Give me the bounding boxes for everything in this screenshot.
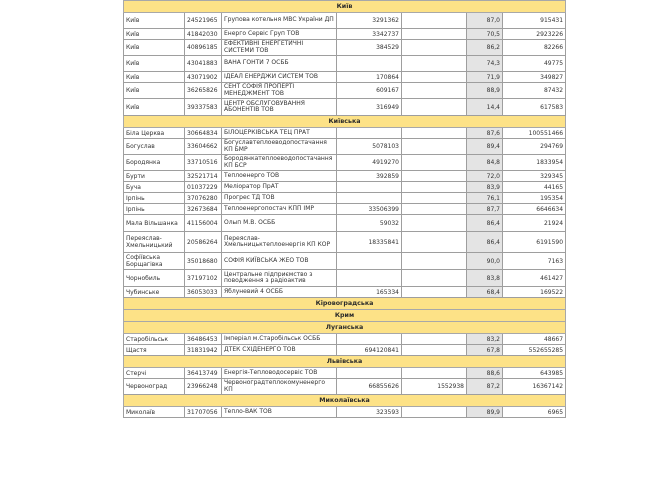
- value-cell: [402, 40, 467, 56]
- name-cell: Тепло-ВАК ТОВ: [222, 407, 337, 418]
- code-cell: 31707056: [185, 407, 222, 418]
- value-cell: [402, 253, 467, 270]
- value-cell: [402, 182, 467, 193]
- value-cell: [402, 99, 467, 116]
- region-header: Луганська: [124, 322, 566, 334]
- table-row: [124, 139, 566, 155]
- region-header: Львівська: [124, 356, 566, 368]
- value-cell: 44165: [503, 182, 566, 193]
- percent-cell: 87,6: [467, 128, 503, 139]
- table-row: [124, 379, 566, 395]
- name-cell: Теплоенергопостач КПП ІМР: [222, 204, 337, 215]
- table-body: [124, 1, 566, 418]
- city-cell: Чубинське: [124, 287, 185, 298]
- value-cell: 1552938: [402, 379, 467, 395]
- value-cell: 82266: [503, 40, 566, 56]
- table-row: [124, 155, 566, 171]
- city-cell: Стерчі: [124, 368, 185, 379]
- value-cell: [402, 345, 467, 356]
- value-cell: 552655285: [503, 345, 566, 356]
- percent-cell: 86,4: [467, 215, 503, 232]
- city-cell: Київ: [124, 56, 185, 72]
- table-row: [124, 193, 566, 204]
- name-cell: ДТЕК СХІДЕНЕРГО ТОВ: [222, 345, 337, 356]
- percent-cell: 86,4: [467, 232, 503, 253]
- table-row: [124, 204, 566, 215]
- code-cell: 41156004: [185, 215, 222, 232]
- region-header: Київська: [124, 116, 566, 128]
- region-header: Миколаївська: [124, 395, 566, 407]
- city-cell: Біла Церква: [124, 128, 185, 139]
- city-cell: Ірпінь: [124, 193, 185, 204]
- value-cell: 16367142: [503, 379, 566, 395]
- value-cell: 21924: [503, 215, 566, 232]
- name-cell: Центральне підприємство з поводження з радіоактив: [222, 270, 337, 287]
- code-cell: 36486453: [185, 334, 222, 345]
- code-cell: 43071902: [185, 72, 222, 83]
- percent-cell: 87,2: [467, 379, 503, 395]
- name-cell: СЕНТ СОФІЯ ПРОПЕРТІ МЕНЕДЖМЕНТ ТОВ: [222, 83, 337, 99]
- percent-cell: 88,6: [467, 368, 503, 379]
- code-cell: 35018680: [185, 253, 222, 270]
- code-cell: 36053033: [185, 287, 222, 298]
- value-cell: [402, 204, 467, 215]
- code-cell: 43041883: [185, 56, 222, 72]
- value-cell: 100551466: [503, 128, 566, 139]
- name-cell: Богуславтеплоеводопостачання КП БМР: [222, 139, 337, 155]
- name-cell: Прогрес ТД ТОВ: [222, 193, 337, 204]
- code-cell: 39337583: [185, 99, 222, 116]
- code-cell: 40896185: [185, 40, 222, 56]
- value-cell: 48667: [503, 334, 566, 345]
- code-cell: 37197102: [185, 270, 222, 287]
- city-cell: Чорнобиль: [124, 270, 185, 287]
- percent-cell: 86,2: [467, 40, 503, 56]
- name-cell: ВАНА ГОНТИ 7 ОСББ: [222, 56, 337, 72]
- value-cell: 392859: [337, 171, 402, 182]
- value-cell: 643985: [503, 368, 566, 379]
- city-cell: Київ: [124, 83, 185, 99]
- code-cell: 36265826: [185, 83, 222, 99]
- value-cell: 2923226: [503, 29, 566, 40]
- value-cell: [337, 128, 402, 139]
- city-cell: Київ: [124, 13, 185, 29]
- code-cell: 33710516: [185, 155, 222, 171]
- name-cell: Енергія-Тепловодосервіс ТОВ: [222, 368, 337, 379]
- value-cell: 66855626: [337, 379, 402, 395]
- percent-cell: 67,8: [467, 345, 503, 356]
- value-cell: [337, 253, 402, 270]
- code-cell: 30664834: [185, 128, 222, 139]
- region-header: Крим: [124, 310, 566, 322]
- table-row: [124, 56, 566, 72]
- region-header: Кіровоградська: [124, 298, 566, 310]
- table-row: [124, 270, 566, 287]
- city-cell: Київ: [124, 40, 185, 56]
- table-row: [124, 128, 566, 139]
- table-row: [124, 368, 566, 379]
- table-row: [124, 29, 566, 40]
- value-cell: [402, 155, 467, 171]
- value-cell: [337, 270, 402, 287]
- name-cell: Бородянкатеплоеводопостачання КП БСР: [222, 155, 337, 171]
- city-cell: Київ: [124, 99, 185, 116]
- value-cell: 59032: [337, 215, 402, 232]
- value-cell: [402, 232, 467, 253]
- value-cell: 4919270: [337, 155, 402, 171]
- region-header-row: [124, 298, 566, 310]
- value-cell: 165334: [337, 287, 402, 298]
- value-cell: 609167: [337, 83, 402, 99]
- name-cell: Переяслав-Хмельницьктеплоенергія КП КОР: [222, 232, 337, 253]
- region-header-row: [124, 116, 566, 128]
- value-cell: 18335841: [337, 232, 402, 253]
- code-cell: 32673684: [185, 204, 222, 215]
- value-cell: 3342737: [337, 29, 402, 40]
- name-cell: Енерго Сервіс Груп ТОВ: [222, 29, 337, 40]
- percent-cell: 76,1: [467, 193, 503, 204]
- name-cell: ІДЕАЛ ЕНЕРДЖИ СИСТЕМ ТОВ: [222, 72, 337, 83]
- region-header-row: [124, 322, 566, 334]
- percent-cell: 84,8: [467, 155, 503, 171]
- percent-cell: 14,4: [467, 99, 503, 116]
- value-cell: 461427: [503, 270, 566, 287]
- code-cell: 24521965: [185, 13, 222, 29]
- name-cell: Червоноградтеплокомуненерго КП: [222, 379, 337, 395]
- table-row: [124, 407, 566, 418]
- code-cell: 23966248: [185, 379, 222, 395]
- code-cell: 31831942: [185, 345, 222, 356]
- percent-cell: 88,9: [467, 83, 503, 99]
- value-cell: 7163: [503, 253, 566, 270]
- value-cell: [402, 72, 467, 83]
- city-cell: Софіївська Борщагівка: [124, 253, 185, 270]
- value-cell: [402, 56, 467, 72]
- value-cell: 3291362: [337, 13, 402, 29]
- value-cell: 195354: [503, 193, 566, 204]
- code-cell: 37076280: [185, 193, 222, 204]
- value-cell: [402, 29, 467, 40]
- value-cell: 617583: [503, 99, 566, 116]
- percent-cell: 89,9: [467, 407, 503, 418]
- table-row: [124, 345, 566, 356]
- value-cell: 33506399: [337, 204, 402, 215]
- data-table: [123, 0, 566, 418]
- percent-cell: 83,2: [467, 334, 503, 345]
- name-cell: Імперіал м.Старобільськ ОСББ: [222, 334, 337, 345]
- region-header-row: [124, 395, 566, 407]
- percent-cell: 74,3: [467, 56, 503, 72]
- table-row: [124, 232, 566, 253]
- value-cell: [337, 368, 402, 379]
- value-cell: 6965: [503, 407, 566, 418]
- table-row: [124, 334, 566, 345]
- value-cell: [337, 182, 402, 193]
- value-cell: 49775: [503, 56, 566, 72]
- value-cell: 384529: [337, 40, 402, 56]
- table-row: [124, 215, 566, 232]
- code-cell: 33604662: [185, 139, 222, 155]
- value-cell: [337, 56, 402, 72]
- value-cell: [402, 193, 467, 204]
- city-cell: Ірпінь: [124, 204, 185, 215]
- value-cell: [402, 270, 467, 287]
- city-cell: Мала Вільшанка: [124, 215, 185, 232]
- value-cell: [402, 287, 467, 298]
- region-header: Київ: [124, 1, 566, 13]
- value-cell: 87432: [503, 83, 566, 99]
- city-cell: Щастя: [124, 345, 185, 356]
- city-cell: Переяслав-Хмельницький: [124, 232, 185, 253]
- table-row: [124, 72, 566, 83]
- value-cell: 329345: [503, 171, 566, 182]
- value-cell: [402, 334, 467, 345]
- city-cell: Київ: [124, 29, 185, 40]
- value-cell: 6646634: [503, 204, 566, 215]
- city-cell: Буча: [124, 182, 185, 193]
- value-cell: 169522: [503, 287, 566, 298]
- name-cell: ЕФЕКТИВНІ ЕНЕРГЕТИЧНІ СИСТЕМИ ТОВ: [222, 40, 337, 56]
- name-cell: Групова котельня МВС України ДП: [222, 13, 337, 29]
- value-cell: 316949: [337, 99, 402, 116]
- city-cell: Богуслав: [124, 139, 185, 155]
- name-cell: Олып М.В. ОСББ: [222, 215, 337, 232]
- name-cell: Меліоратор ПрАТ: [222, 182, 337, 193]
- name-cell: БІЛОЦЕРКІВСЬКА ТЕЦ ПРАТ: [222, 128, 337, 139]
- name-cell: СОФІЯ КИЇВСЬКА ЖЕО ТОВ: [222, 253, 337, 270]
- table-row: [124, 99, 566, 116]
- value-cell: 170864: [337, 72, 402, 83]
- value-cell: 349827: [503, 72, 566, 83]
- value-cell: [402, 13, 467, 29]
- name-cell: Теплоенерго ТОВ: [222, 171, 337, 182]
- value-cell: 6191590: [503, 232, 566, 253]
- code-cell: 01037229: [185, 182, 222, 193]
- percent-cell: 83,9: [467, 182, 503, 193]
- table-row: [124, 40, 566, 56]
- percent-cell: 83,8: [467, 270, 503, 287]
- table-row: [124, 13, 566, 29]
- region-header-row: [124, 310, 566, 322]
- value-cell: 1833954: [503, 155, 566, 171]
- city-cell: Бородянка: [124, 155, 185, 171]
- code-cell: 36413749: [185, 368, 222, 379]
- value-cell: [402, 128, 467, 139]
- code-cell: 41842030: [185, 29, 222, 40]
- city-cell: Київ: [124, 72, 185, 83]
- value-cell: [402, 215, 467, 232]
- spreadsheet: [123, 0, 565, 418]
- value-cell: 915431: [503, 13, 566, 29]
- percent-cell: 87,7: [467, 204, 503, 215]
- percent-cell: 72,0: [467, 171, 503, 182]
- value-cell: [402, 83, 467, 99]
- code-cell: 20586264: [185, 232, 222, 253]
- percent-cell: 68,4: [467, 287, 503, 298]
- percent-cell: 87,0: [467, 13, 503, 29]
- code-cell: 32521714: [185, 171, 222, 182]
- value-cell: [402, 171, 467, 182]
- value-cell: [337, 193, 402, 204]
- table-row: [124, 182, 566, 193]
- percent-cell: 89,4: [467, 139, 503, 155]
- region-header-row: [124, 356, 566, 368]
- region-header-row: [124, 1, 566, 13]
- city-cell: Старобільськ: [124, 334, 185, 345]
- value-cell: [402, 139, 467, 155]
- table-row: [124, 83, 566, 99]
- city-cell: Бурти: [124, 171, 185, 182]
- percent-cell: 70,5: [467, 29, 503, 40]
- value-cell: [402, 407, 467, 418]
- name-cell: ЦЕНТР ОБСЛУГОВУВАННЯ АБОНЕНТІВ ТОВ: [222, 99, 337, 116]
- percent-cell: 71,9: [467, 72, 503, 83]
- table-row: [124, 287, 566, 298]
- table-row: [124, 253, 566, 270]
- name-cell: Яблуневий 4 ОСББ: [222, 287, 337, 298]
- value-cell: 694120841: [337, 345, 402, 356]
- city-cell: Червоноград: [124, 379, 185, 395]
- percent-cell: 90,0: [467, 253, 503, 270]
- table-row: [124, 171, 566, 182]
- value-cell: 294769: [503, 139, 566, 155]
- value-cell: [402, 368, 467, 379]
- value-cell: 5078103: [337, 139, 402, 155]
- value-cell: 323593: [337, 407, 402, 418]
- value-cell: [337, 334, 402, 345]
- city-cell: Миколаїв: [124, 407, 185, 418]
